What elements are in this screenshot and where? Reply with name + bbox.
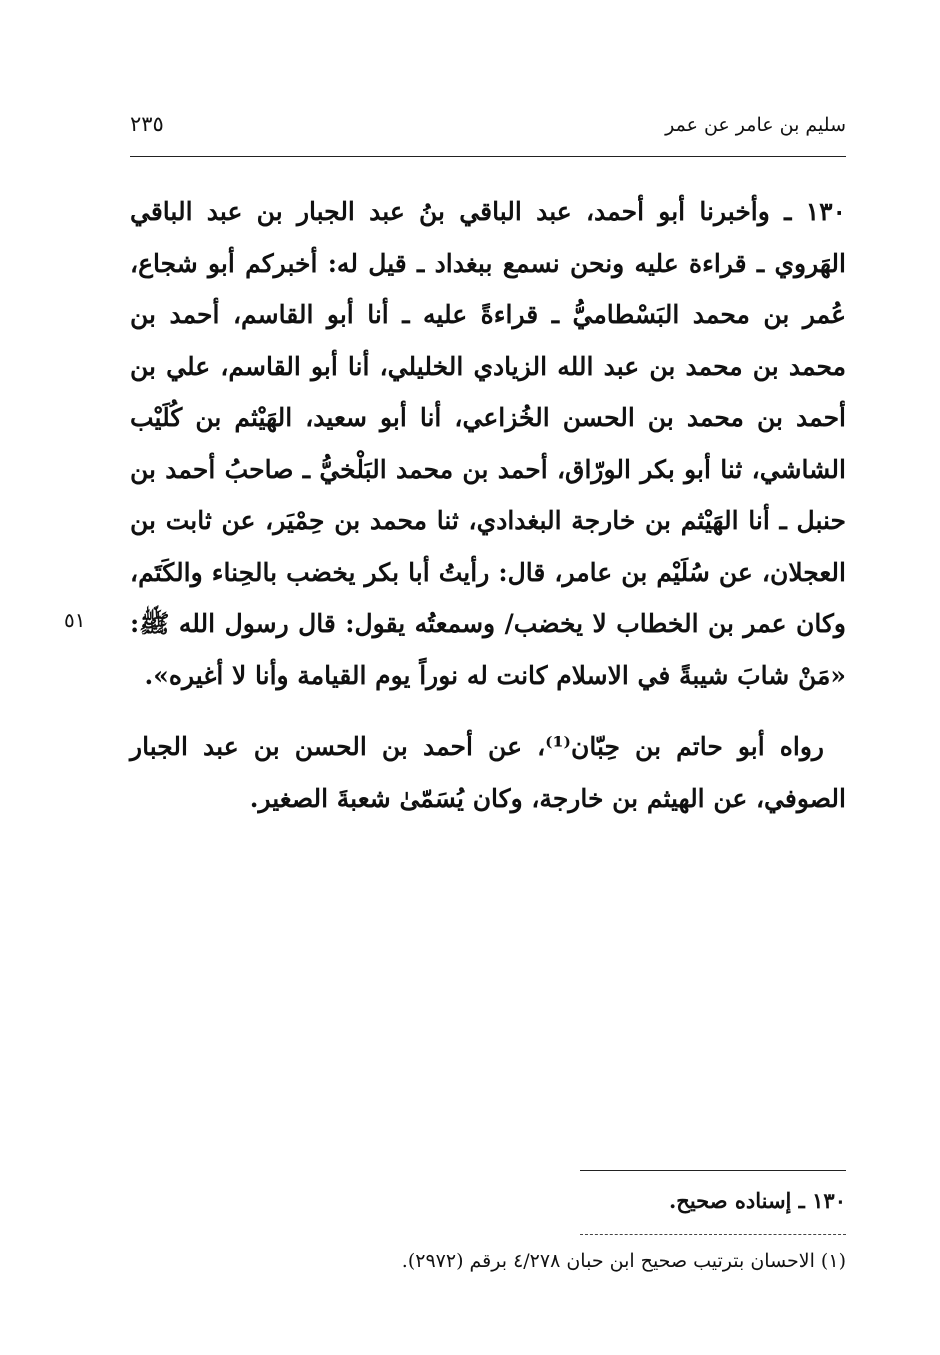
- footnote-rule: [580, 1170, 846, 1171]
- commentary-paragraph: رواه أبو حاتم بن حِبّان⁽¹⁾، عن أحمد بن الحسن بن عبد الجبار الصوفي، عن الهيثم بن خارجة، وكان يُسَمّىٰ شعبةَ الصغير.: [130, 732, 846, 813]
- main-text: [130, 186, 846, 824]
- footnote-reference: (١) الاحسان بترتيب صحيح ابن حبان ٤/٢٧٨ برقم (٢٩٧٢).: [401, 1250, 846, 1272]
- page-number: ٢٣٥: [130, 112, 164, 136]
- page-header: [130, 100, 846, 150]
- folio-marker: ٥١: [64, 608, 86, 632]
- footnote-isnad: ١٣٠ ـ إسناده صحيح.: [668, 1188, 846, 1213]
- hadith-paragraph: ١٣٠ ـ وأخبرنا أبو أحمد، عبد الباقي بنُ عبد الجبار بن عبد الباقي الهَروي ـ قراءة عليه ونحن نسمع ببغداد ـ قيل له: أخبركم أبو شجاع، عُمر بن محمد البَسْطاميُّ ـ قراءةً عليه ـ أنا أبو القاسم، أحمد بن محمد بن محمد بن عبد الله الزيادي الخليلي، أنا أبو القاسم، علي بن أحمد بن محمد بن الحسن الخُزاعي، أنا أبو سعيد، الهَيْثم بن كُلَيْب الشاشي، ثنا أبو بكر الورّاق، أحمد بن محمد البَلْخيُّ ـ صاحبُ أحمد بن حنبل ـ أنا الهَيْثم بن خارجة البغدادي، ثنا محمد بن حِمْيَر، عن ثابت بن العجلان، عن سُلَيْم بن عامر، قال: رأيتُ أبا بكر يخضب بالحِناء والكَتَم، وكان عمر بن الخطاب لا يخضب/ وسمعتُه يقول: قال رسول الله ﷺ: «مَنْ شابَ شيبةً في الاسلام كانت له نوراً يوم القيامة وأنا لا أغيره».: [130, 197, 847, 690]
- header-rule: [130, 156, 846, 157]
- footnote-dashed-rule: [580, 1234, 846, 1235]
- running-title: سليم بن عامر عن عمر: [665, 114, 846, 136]
